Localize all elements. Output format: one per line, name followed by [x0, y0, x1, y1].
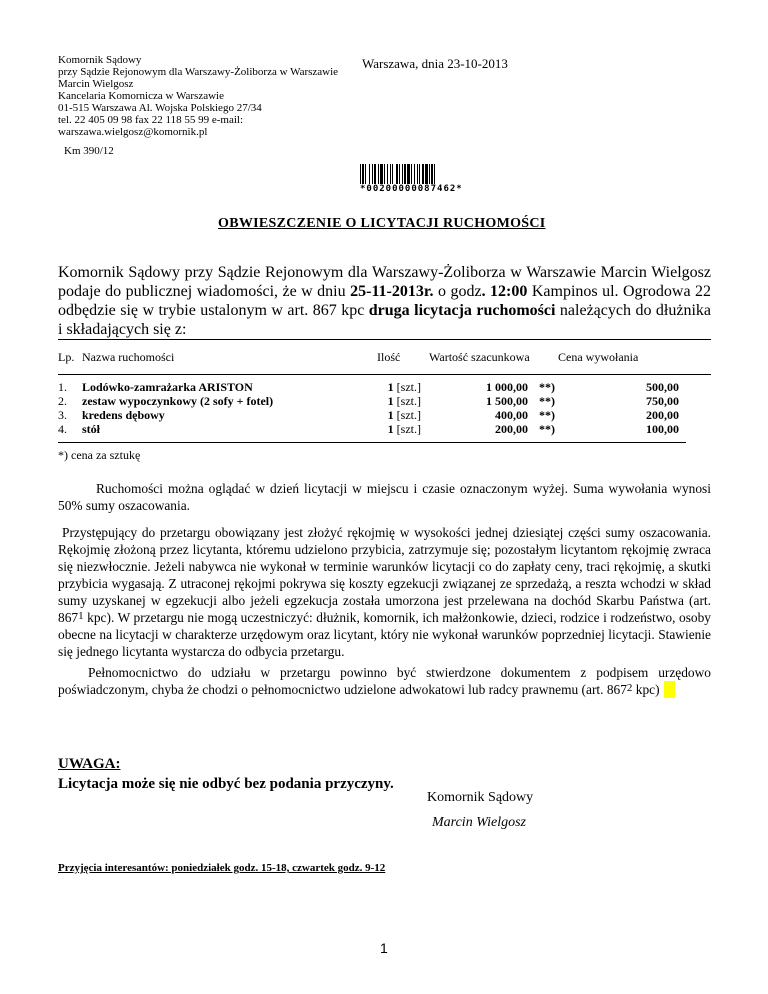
table-rows	[58, 380, 711, 438]
row-price: 200,00	[646, 408, 679, 422]
row-mark: **)	[539, 394, 555, 408]
intro-text: Kampinos ul. Ogrodowa 22 odbędzie się w trybie ustalonym w art. 867 kpc	[58, 283, 712, 319]
page-number: 1	[380, 940, 388, 956]
row-lp: 4.	[58, 422, 67, 436]
document-date: Warszawa, dnia 23-10-2013	[362, 56, 508, 71]
header-name: Nazwa ruchomości	[82, 350, 175, 364]
row-qty	[388, 422, 421, 436]
auction-type: druga licytacja ruchomości	[368, 302, 556, 319]
header-qty: Ilość	[377, 350, 401, 364]
row-mark: **)	[539, 380, 555, 394]
case-number: Km 390/12	[64, 145, 114, 157]
row-mark: **)	[539, 422, 555, 436]
deposit-text: kpc). W przetargu nie mogą uczestniczyć: dłużnik, komornik, ich małżonkowie, dzieci, rodzice i rodzeństwo, osoby obecne na licytacji w charakterze urzędowym oraz licytant, który nie wykonał warunków poprzedniej licytacji. Stawienie się jednego licytanta wystarcza do odbycia przetargu.	[58, 610, 711, 659]
header-value: Wartość szacunkowa	[429, 350, 530, 364]
sender-line: przy Sądzie Rejonowym dla Warszawy-Żoliborza w Warszawie	[58, 66, 339, 78]
row-price: 750,00	[646, 394, 679, 408]
intro-text: należących do dłużnika i składających się z:	[58, 302, 712, 338]
barcode-bars	[360, 164, 500, 184]
table-bottom-rule	[58, 442, 686, 443]
row-qty-value: 1	[387, 422, 394, 436]
deposit-paragraph	[58, 524, 711, 660]
table-row	[58, 394, 711, 408]
sender-line: Marcin Wielgosz	[58, 78, 134, 90]
intro-text: Komornik Sądowy przy Sądzie Rejonowym dla Warszawy-Żoliborza w Warszawie Marcin Wielgosz podaje do publicznej wiadomości, że w dniu	[58, 264, 711, 300]
proxy-paragraph	[58, 664, 711, 698]
barcode-text: *00200000087462*	[360, 184, 463, 194]
signature-title: Komornik Sądowy	[427, 790, 534, 805]
proxy-text: kpc)	[632, 682, 660, 697]
row-qty-value: 1	[387, 408, 394, 422]
row-qty	[388, 408, 421, 422]
sender-line: Komornik Sądowy	[58, 54, 142, 66]
table-row	[58, 380, 711, 394]
intro-paragraph	[58, 263, 711, 339]
table-top-rule	[58, 339, 711, 340]
header-lp: Lp.	[58, 350, 75, 364]
barcode	[360, 164, 500, 194]
row-value: 200,00	[495, 422, 528, 436]
notice-heading: UWAGA:	[58, 756, 121, 772]
sender-line: 01-515 Warszawa Al. Wojska Polskiego 27/34	[58, 102, 262, 114]
sender-line: Kancelaria Komornicza w Warszawie	[58, 90, 224, 102]
row-name: Lodówko-zamrażarka ARISTON	[82, 380, 253, 394]
row-qty-value: 1	[387, 380, 394, 394]
row-qty	[388, 394, 421, 408]
document-title: OBWIESZCZENIE O LICYTACJI RUCHOMOŚCI	[218, 216, 546, 231]
row-value: 1 000,00	[486, 380, 528, 394]
row-value: 400,00	[495, 408, 528, 422]
article-superscript: 1	[78, 610, 84, 622]
viewing-paragraph	[58, 480, 711, 514]
sender-block	[58, 54, 338, 138]
row-price: 100,00	[646, 422, 679, 436]
auction-date: 25-11-2013r.	[350, 283, 434, 300]
article-superscript: 2	[626, 682, 633, 694]
row-unit: [szt.]	[396, 408, 421, 422]
proxy-text: Pełnomocnictwo do udziału w przetargu powinno być stwierdzone dokumentem z podpisem urzędowo poświadczonym, chyba że chodzi o pełnomocnictwo udzielone adwokatowi lub radcy prawnemu (art. 867	[58, 665, 711, 697]
row-lp: 2.	[58, 394, 67, 408]
row-qty-value: 1	[387, 394, 394, 408]
intro-text: o godz	[433, 283, 482, 300]
sender-line: warszawa.wielgosz@komornik.pl	[58, 126, 208, 138]
row-name: stół	[82, 422, 100, 436]
header-price: Cena wywołania	[558, 350, 639, 364]
row-lp: 3.	[58, 408, 67, 422]
row-lp: 1.	[58, 380, 67, 394]
row-price: 500,00	[646, 380, 679, 394]
deposit-text: Przystępujący do przetargu obowiązany jest złożyć rękojmię w wysokości jednej dziesiątej części sumy oszacowania. Rękojmię złożoną przez licytanta, któremu udzielono przybicia, zatrzymuje się; pozostałym licytantom rękojmię zwraca się niezwłocznie. Jeżeli nabywca nie wykonał w terminie warunków licytacji co do zapłaty ceny, traci rękojmię, a skutki przybicia wygasają. Z utraconej rękojmi pokrywa się koszty egzekucji związanej ze sprzedażą, a reszta wchodzi w skład sumy uzyskanej w egzekucji albo jeżeli egzekucja została umorzona jest przelewana na dochód Skarbu Państwa (art. 867	[58, 525, 711, 625]
viewing-text: Ruchomości można oglądać w dzień licytacji w miejscu i czasie oznaczonym wyżej. Suma wywołania wynosi 50% sumy oszacowania.	[58, 481, 711, 513]
table-row	[58, 422, 711, 436]
row-mark: **)	[539, 408, 555, 422]
table-footnote: *) cena za sztukę	[58, 448, 141, 462]
sender-line: tel. 22 405 09 98 fax 22 118 55 99 e-mail:	[58, 114, 244, 126]
highlight-mark	[664, 681, 675, 698]
row-qty	[388, 380, 421, 394]
row-value: 1 500,00	[486, 394, 528, 408]
barcode-bar	[435, 164, 437, 184]
signature-name: Marcin Wielgosz	[432, 815, 526, 830]
row-unit: [szt.]	[396, 394, 421, 408]
row-unit: [szt.]	[396, 380, 421, 394]
table-row	[58, 408, 711, 422]
row-name: zestaw wypoczynkowy (2 sofy + fotel)	[82, 394, 274, 408]
notice-text: Licytacja może się nie odbyć bez podania przyczyny.	[58, 776, 394, 792]
row-name: kredens dębowy	[82, 408, 165, 422]
table-header-rule	[58, 374, 711, 375]
auction-time: . 12:00	[481, 283, 528, 300]
row-unit: [szt.]	[396, 422, 421, 436]
office-hours: Przyjęcia interesantów: poniedziałek godz. 15-18, czwartek godz. 9-12	[58, 862, 386, 874]
